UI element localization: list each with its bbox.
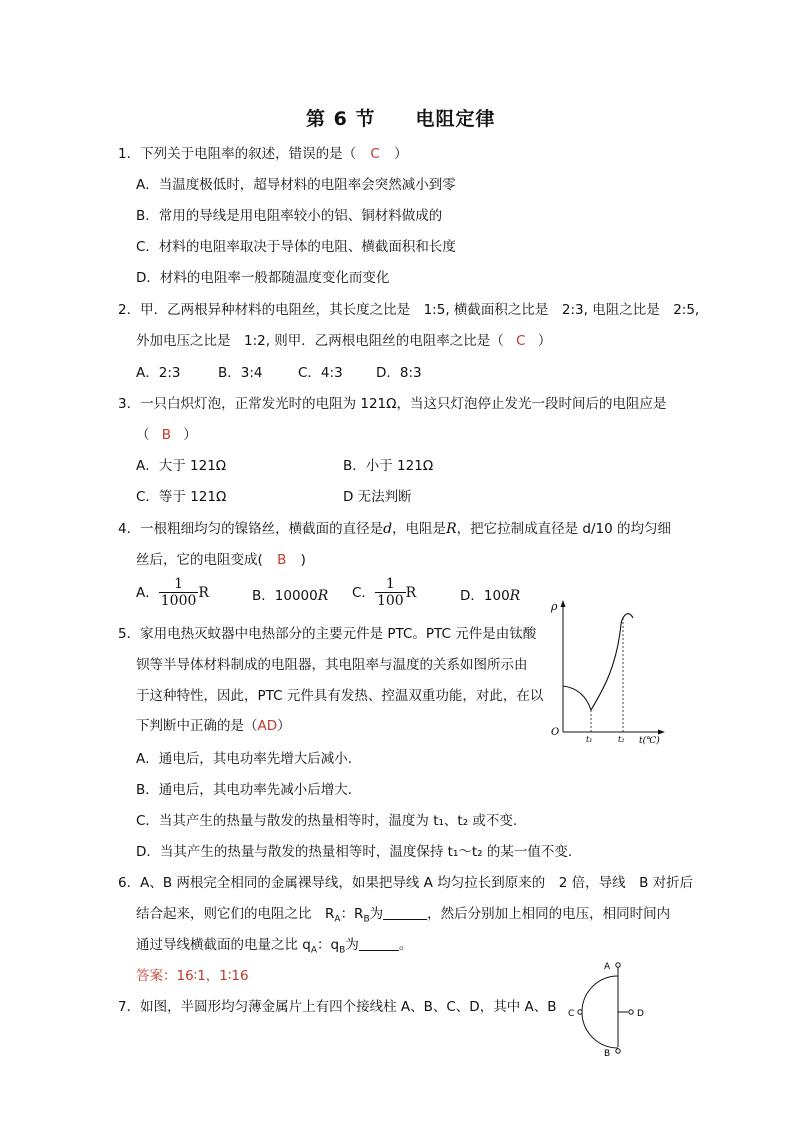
question-1-answer: C <box>370 146 380 162</box>
question-4-text-a: 4．一根粗细均匀的镍铬丝，横截面的直径是 <box>118 521 384 537</box>
question-4-option-d-label: D．100 <box>460 588 510 604</box>
question-2-option-d: D．8:3 <box>376 365 422 381</box>
question-6-text-e: 通过导线横截面的电量之比 q <box>136 937 311 953</box>
graph-x-arrow <box>658 730 665 735</box>
graph-y-arrow <box>561 600 566 607</box>
question-1-option-b: B．常用的导线是用电阻率较小的铝、铜材料做成的 <box>136 208 443 224</box>
question-2-option-b: B．3:4 <box>218 365 263 381</box>
terminal-c <box>578 1010 582 1014</box>
question-3-line-2 <box>136 425 197 445</box>
question-3-open: （ <box>136 427 150 443</box>
question-6-text-d: ，然后分别加上相同的电压，相同时间内 <box>427 906 671 922</box>
terminal-b-label: B <box>604 1049 611 1059</box>
question-6-answer: 答案：16∶1，1∶16 <box>136 968 249 984</box>
ptc-resistivity-graph <box>545 590 675 750</box>
fraction-denominator: 1000 <box>160 593 197 609</box>
question-4-text: 丝后，它的电阻变成( <box>136 552 263 568</box>
question-2-text: 外加电压之比是 1:2, 则甲．乙两根电阻丝的电阻率之比是（ <box>136 333 504 349</box>
question-3-line-1: 3．一只白炽灯泡，正常发光时的电阻为 121Ω，当这只灯泡停止发光一段时间后的电阻应是 <box>118 396 667 412</box>
question-4-option-d-unit: R <box>509 588 521 604</box>
terminal-d-label: D <box>637 1009 644 1019</box>
question-4-option-c <box>352 576 416 609</box>
question-4-option-a-fraction <box>159 576 199 609</box>
question-1-text: 1．下列关于电阻率的叙述，错误的是（ <box>118 146 357 162</box>
subscript-a: A <box>310 945 318 956</box>
question-6-blank-1 <box>383 905 427 920</box>
question-3-option-a: A．大于 121Ω <box>136 458 227 474</box>
question-6-line-2 <box>136 904 670 930</box>
diagram-semicircle <box>582 976 618 1048</box>
question-4-option-b-unit: R <box>317 588 329 604</box>
question-6-text-g: 为 <box>345 937 359 953</box>
question-5-option-b: B．通电后，其电功率先减小后增大. <box>136 782 353 798</box>
question-4-option-a <box>136 576 209 609</box>
question-6-line-1: 6．A、B 两根完全相同的金属裸导线，如果把导线 A 均匀拉长到原来的 2 倍，导线 B 对折后 <box>118 875 694 891</box>
question-4-line-2 <box>136 550 306 570</box>
question-3-answer: B <box>161 427 172 443</box>
question-2-option-c: C．4:3 <box>298 365 343 381</box>
question-5-option-a: A．通电后，其电功率先增大后减小. <box>136 751 353 767</box>
question-2-answer: C <box>516 333 526 349</box>
question-4-option-d <box>460 586 520 606</box>
question-4-option-a-label: A． <box>136 584 159 601</box>
question-4-close: ) <box>300 552 306 568</box>
terminal-c-label: C <box>568 1009 575 1019</box>
question-1-close: ） <box>394 146 408 162</box>
question-6-line-3 <box>136 935 412 961</box>
question-3-option-b: B．小于 121Ω <box>343 458 434 474</box>
question-6-text-h: 。 <box>398 937 413 953</box>
semicircle-diagram <box>556 955 656 1063</box>
question-3-option-c: C．等于 121Ω <box>136 489 227 505</box>
question-2-line-2 <box>136 331 551 351</box>
page-title: 第 6 节 电阻定律 <box>306 108 496 130</box>
question-3-close: ） <box>183 427 197 443</box>
fraction-numerator: 1 <box>174 576 184 592</box>
question-5-line-1: 5．家用电热灭蚊器中电热部分的主要元件是 PTC。PTC 元件是由钛酸 <box>118 626 537 642</box>
question-4-option-a-unit: R <box>198 584 209 601</box>
question-4-option-c-fraction <box>375 576 406 609</box>
question-5-line-4 <box>136 716 291 736</box>
graph-t1-label: t₁ <box>586 735 593 744</box>
terminal-d <box>629 1010 633 1014</box>
question-4-var-r: R <box>446 521 457 537</box>
question-1-option-c: C．材料的电阻率取决于导体的电阻、横截面积和长度 <box>136 239 456 255</box>
question-5-text: 下判断中正确的是（ <box>136 718 258 734</box>
question-6-text-c: 为 <box>369 906 384 922</box>
question-2-line-1: 2．甲．乙两根异种材料的电阻丝，其长度之比是 1:5, 横截面积之比是 2:3, 电阻之比是 2:5, <box>118 302 700 318</box>
subscript-a: A <box>334 914 341 925</box>
question-6-text-f: ：q <box>317 937 340 953</box>
question-5-close: ） <box>277 718 291 734</box>
question-4-option-c-label: C． <box>352 584 375 601</box>
graph-origin-label: O <box>551 727 560 738</box>
fraction-numerator: 1 <box>385 576 395 592</box>
question-4-option-b <box>252 586 328 606</box>
question-5-line-3: 于这种特性，因此，PTC 元件具有发热、控温双重功能，对此，在以 <box>136 688 544 704</box>
question-3-option-d: D 无法判断 <box>343 489 412 505</box>
fraction-denominator: 100 <box>376 593 404 609</box>
subscript-b: B <box>363 914 370 925</box>
question-4-var-d: d <box>383 521 393 537</box>
question-6-text-b: ：R <box>340 906 364 922</box>
graph-y-label: ρ <box>551 600 558 613</box>
question-4-option-c-unit: R <box>405 584 417 601</box>
question-7-line-1: 7．如图，半圆形均匀薄金属片上有四个接线柱 A、B、C、D，其中 A、B <box>118 999 557 1015</box>
terminal-b <box>616 1049 620 1053</box>
question-4-text-c: ，把它拉制成直径是 d/10 的均匀细 <box>456 521 671 537</box>
question-1-option-d: D．材料的电阻率一般都随温度变化而变化 <box>136 270 390 286</box>
graph-x-label: t(℃) <box>639 736 660 746</box>
question-4-answer: B <box>277 552 287 568</box>
question-2-option-a: A．2:3 <box>136 365 181 381</box>
subscript-b: B <box>339 945 346 956</box>
question-4-option-b-label: B．10000 <box>252 588 318 604</box>
question-2-close: ） <box>537 333 552 349</box>
question-1-stem <box>118 144 408 164</box>
question-5-option-d: D．当其产生的热量与散发的热量相等时，温度保持 t₁～t₂ 的某一值不变. <box>136 844 573 860</box>
question-1-option-a: A．当温度极低时，超导材料的电阻率会突然减小到零 <box>136 177 456 193</box>
terminal-a <box>616 963 620 967</box>
graph-curve <box>563 614 633 710</box>
question-5-option-c: C．当其产生的热量与散发的热量相等时，温度为 t₁、t₂ 或不变. <box>136 813 518 829</box>
graph-t2-label: t₂ <box>618 735 625 744</box>
question-4-line-1 <box>118 519 671 539</box>
question-6-blank-2 <box>359 936 399 951</box>
terminal-a-label: A <box>604 962 611 972</box>
question-5-answer: AD <box>257 718 278 734</box>
question-6-text-a: 结合起来，则它们的电阻之比 R <box>136 906 335 922</box>
question-5-line-2: 钡等半导体材料制成的电阻器，其电阻率与温度的关系如图所示由 <box>136 657 528 673</box>
question-4-text-b: ，电阻是 <box>392 521 447 537</box>
